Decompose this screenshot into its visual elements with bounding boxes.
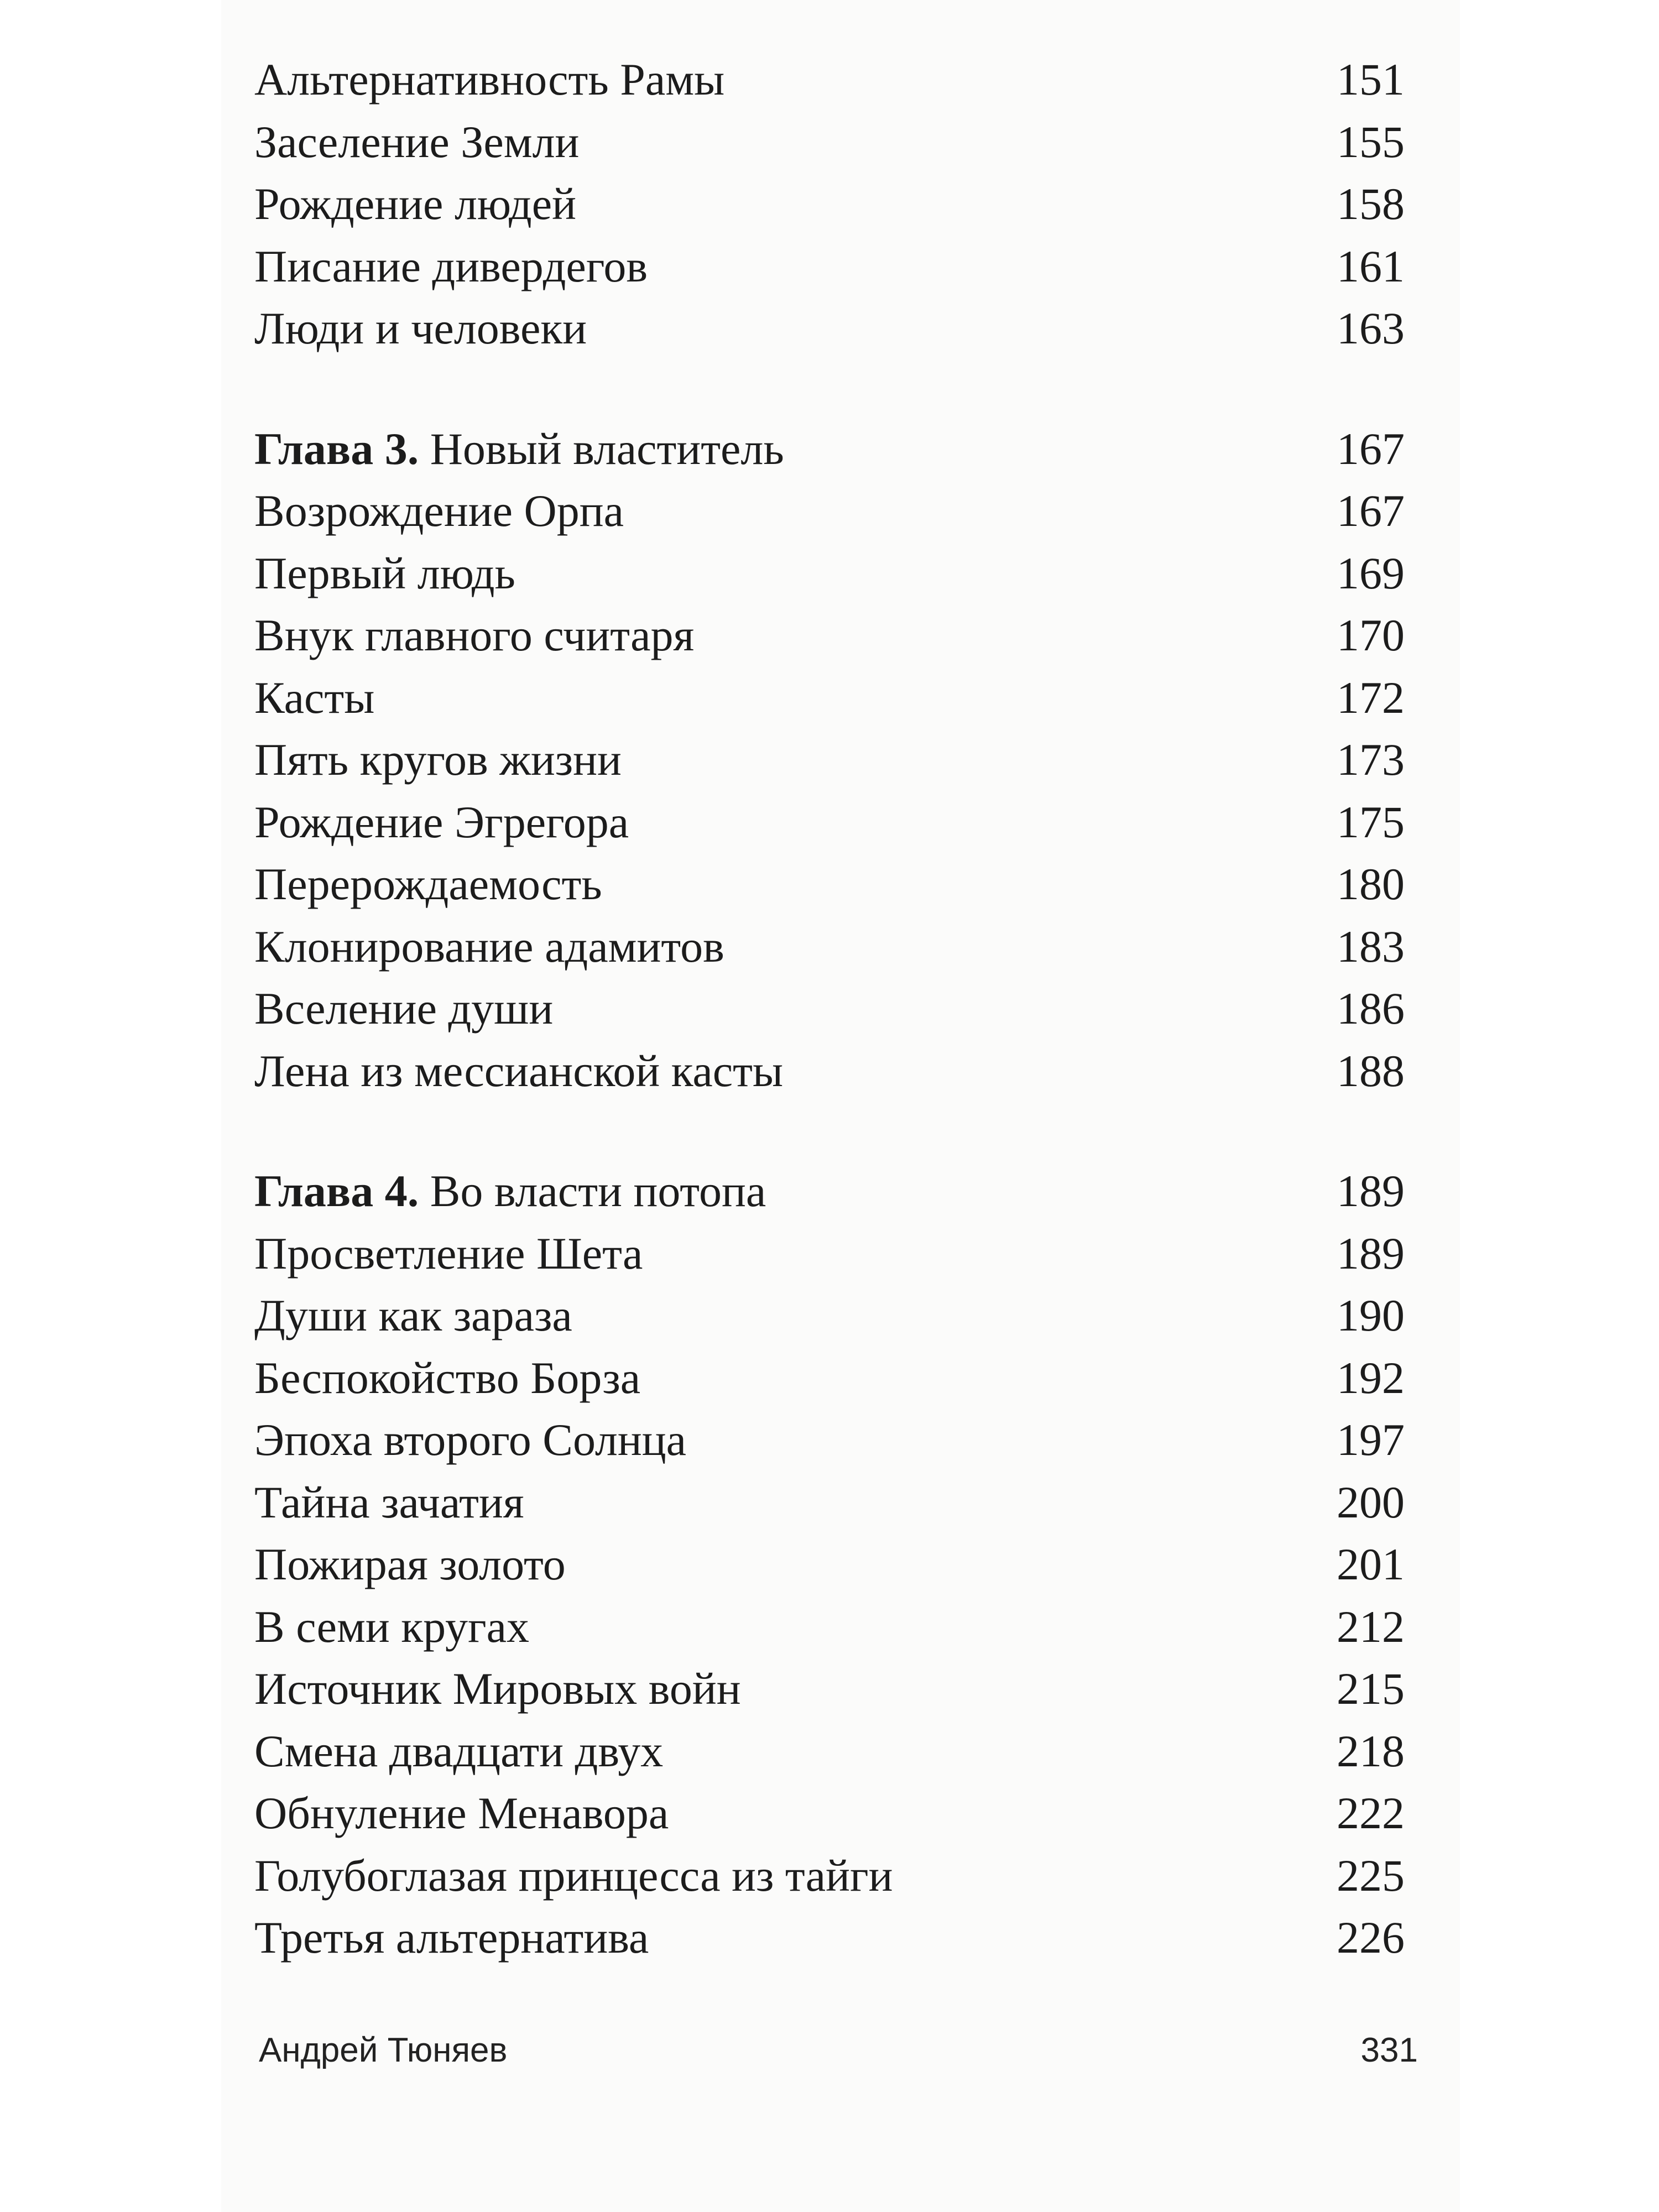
- toc-entry: [254, 542, 1416, 605]
- toc-entry-page: 215: [1337, 1663, 1405, 1714]
- toc-entry-page: 151: [1337, 54, 1405, 105]
- toc-entry-title: Альтернативность Рамы: [254, 54, 725, 105]
- chapter-title: [254, 418, 784, 481]
- toc-entry: [254, 1596, 1416, 1658]
- table-of-contents: [254, 49, 1416, 1969]
- chapter-name: Во власти потопа: [430, 1166, 766, 1216]
- toc-entry-title: Пожирая золото: [254, 1539, 566, 1589]
- toc-entry: [254, 236, 1416, 298]
- toc-entry: [254, 1409, 1416, 1472]
- toc-entry: [254, 729, 1416, 791]
- toc-entry-page: 192: [1337, 1352, 1405, 1403]
- toc-entry: [254, 853, 1416, 916]
- chapter-page: 189: [1337, 1166, 1405, 1216]
- chapter-name: Новый властитель: [430, 423, 784, 474]
- toc-entry-page: 188: [1337, 1045, 1405, 1096]
- toc-entry: [254, 111, 1416, 174]
- toc-entry-page: 163: [1337, 303, 1405, 353]
- toc-entry-title: Перерождаемость: [254, 859, 602, 909]
- toc-entry-title: Касты: [254, 672, 375, 723]
- toc-entry: [254, 1907, 1416, 1969]
- toc-entry-page: 226: [1337, 1912, 1405, 1963]
- toc-entry: [254, 667, 1416, 729]
- toc-entry: [254, 1285, 1416, 1347]
- toc-entry-title: Лена из мессианской касты: [254, 1045, 784, 1096]
- chapter-title: [254, 1160, 766, 1223]
- toc-entry-title: Эпоха второго Солнца: [254, 1415, 687, 1465]
- toc-entry: [254, 1533, 1416, 1596]
- chapter-label: Глава 4.: [254, 1166, 419, 1216]
- toc-entry: [254, 1658, 1416, 1720]
- toc-entry-page: 200: [1337, 1477, 1405, 1527]
- footer-author: Андрей Тюняев: [259, 2031, 508, 2069]
- toc-entry: [254, 604, 1416, 667]
- toc-entry-page: 170: [1337, 610, 1405, 660]
- toc-entry-title: Клонирование адамитов: [254, 921, 724, 972]
- toc-entry-title: Возрождение Орпа: [254, 486, 624, 536]
- chapter-label: Глава 3.: [254, 423, 419, 474]
- toc-entry-page: 189: [1337, 1228, 1405, 1279]
- toc-entry: [254, 173, 1416, 236]
- toc-entry-page: 169: [1337, 547, 1405, 598]
- toc-entry: [254, 978, 1416, 1040]
- toc-entry-page: 183: [1337, 921, 1405, 972]
- toc-entry-page: 222: [1337, 1788, 1405, 1838]
- toc-entry: [254, 1845, 1416, 1907]
- toc-entry-title: Пять кругов жизни: [254, 734, 622, 785]
- toc-entry: [254, 480, 1416, 542]
- toc-entry: [254, 1223, 1416, 1285]
- toc-entry-title: Заселение Земли: [254, 116, 580, 167]
- toc-entry-page: 175: [1337, 796, 1405, 847]
- toc-entry: [254, 1347, 1416, 1410]
- toc-entry-title: В семи кругах: [254, 1601, 530, 1652]
- toc-entry-title: Вселение души: [254, 983, 554, 1034]
- toc-entry-page: 173: [1337, 734, 1405, 785]
- toc-entry-title: Тайна зачатия: [254, 1477, 524, 1527]
- toc-entry: [254, 49, 1416, 111]
- toc-entry-page: 161: [1337, 241, 1405, 291]
- toc-entry-page: 155: [1337, 116, 1405, 167]
- toc-entry-title: Рождение людей: [254, 179, 576, 229]
- toc-entry-title: Внук главного считаря: [254, 610, 695, 660]
- toc-entry-page: 180: [1337, 859, 1405, 909]
- toc-entry-title: Первый людь: [254, 547, 515, 598]
- toc-entry: [254, 1782, 1416, 1845]
- toc-entry-page: 225: [1337, 1850, 1405, 1901]
- toc-entry-title: Голубоглазая принцесса из тайги: [254, 1850, 893, 1901]
- toc-entry-title: Обнуление Менавора: [254, 1788, 669, 1838]
- toc-entry: [254, 298, 1416, 360]
- section-spacer: [254, 360, 1416, 418]
- chapter-page: 167: [1337, 423, 1405, 474]
- toc-entry: [254, 791, 1416, 854]
- toc-entry-title: Источник Мировых войн: [254, 1663, 741, 1714]
- toc-entry: [254, 1040, 1416, 1103]
- chapter-heading: [254, 1160, 1416, 1223]
- toc-entry-page: 201: [1337, 1539, 1405, 1589]
- toc-entry-page: 197: [1337, 1415, 1405, 1465]
- toc-entry-title: Души как зараза: [254, 1290, 572, 1340]
- toc-entry-title: Просветление Шета: [254, 1228, 643, 1279]
- toc-entry: [254, 1720, 1416, 1783]
- toc-entry-title: Беспокойство Борза: [254, 1352, 641, 1403]
- section-spacer: [254, 1102, 1416, 1160]
- toc-entry: [254, 1472, 1416, 1534]
- toc-entry-page: 167: [1337, 486, 1405, 536]
- toc-entry-title: Люди и человеки: [254, 303, 587, 353]
- toc-entry-title: Смена двадцати двух: [254, 1725, 664, 1776]
- footer-page-number: 331: [1360, 2031, 1418, 2069]
- toc-entry-title: Писание дивердегов: [254, 241, 648, 291]
- chapter-heading: [254, 418, 1416, 481]
- toc-entry-page: 218: [1337, 1725, 1405, 1776]
- toc-entry-title: Третья альтернатива: [254, 1912, 649, 1963]
- toc-entry: [254, 916, 1416, 978]
- toc-entry-page: 190: [1337, 1290, 1405, 1340]
- toc-entry-page: 158: [1337, 179, 1405, 229]
- toc-entry-page: 172: [1337, 672, 1405, 723]
- toc-entry-page: 212: [1337, 1601, 1405, 1652]
- toc-entry-title: Рождение Эгрегора: [254, 796, 629, 847]
- toc-entry-page: 186: [1337, 983, 1405, 1034]
